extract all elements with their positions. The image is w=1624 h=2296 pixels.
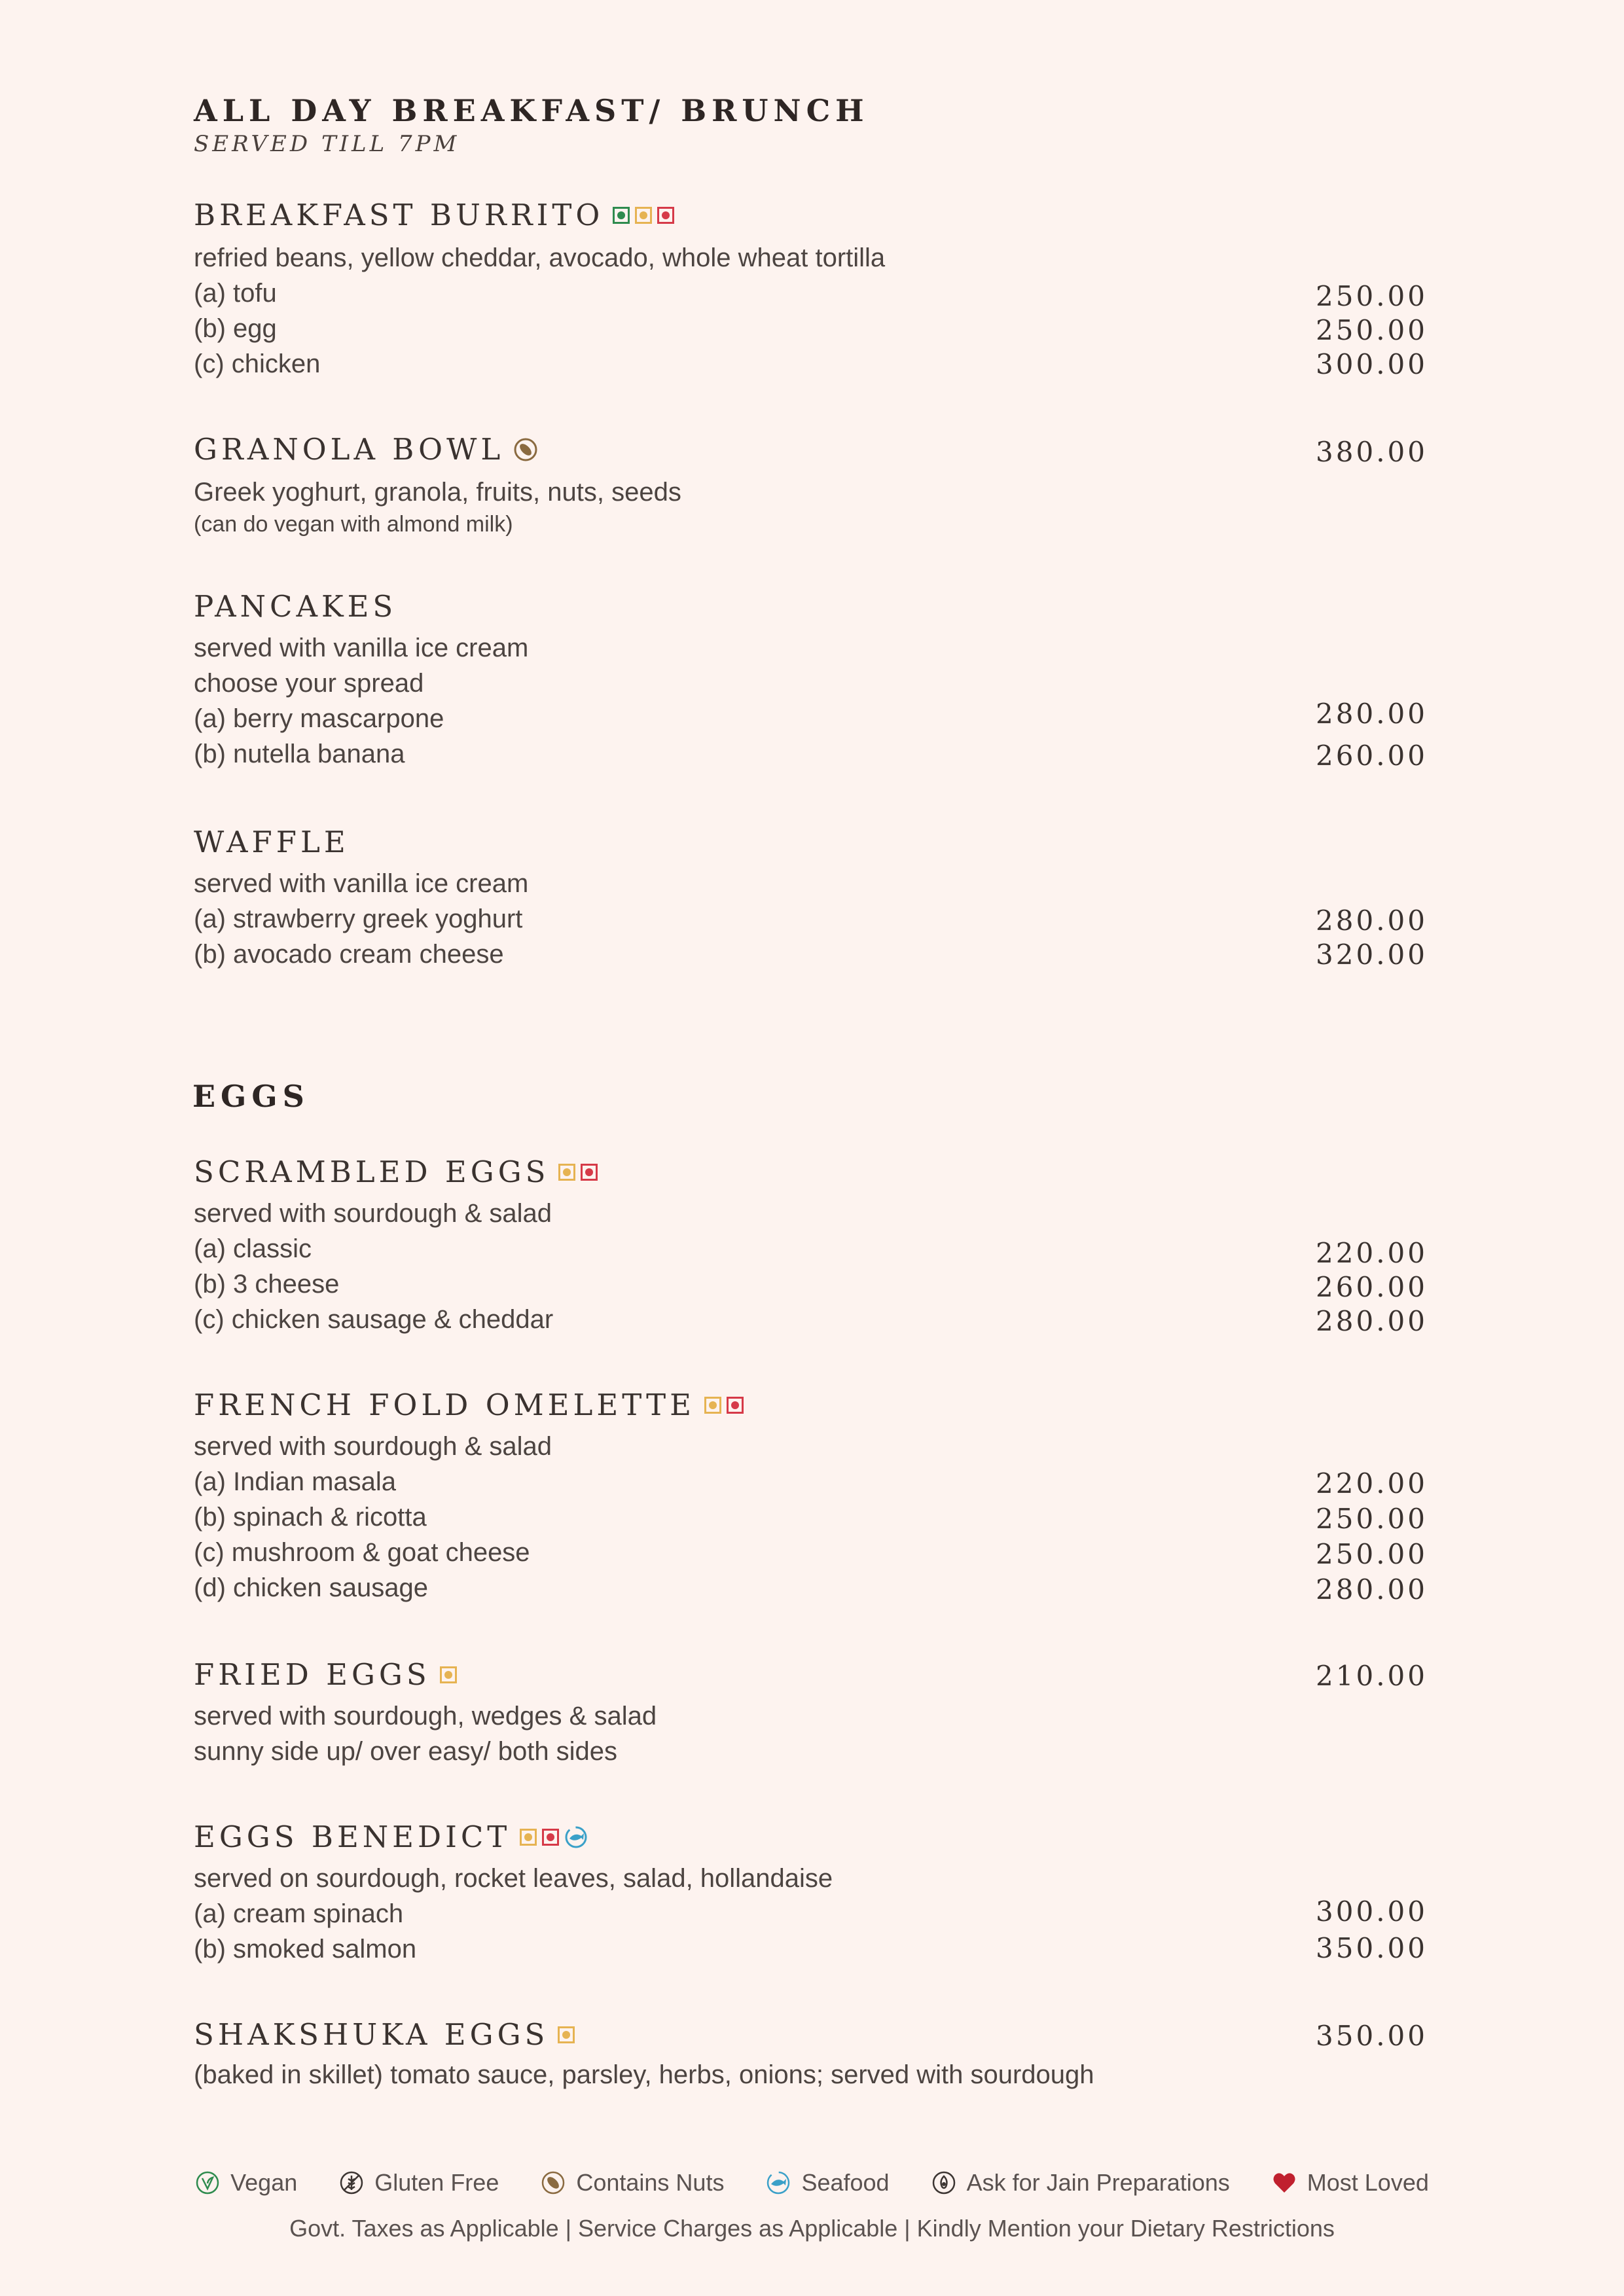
item-title-waffle — [194, 825, 350, 859]
item-name: WAFFLE — [194, 825, 350, 859]
item-option: (c) mushroom & goat cheese — [194, 1538, 530, 1567]
price: 280.00 — [1316, 905, 1428, 937]
price: 250.00 — [1316, 1538, 1428, 1570]
price: 210.00 — [1316, 1660, 1428, 1692]
item-option: (a) strawberry greek yoghurt — [194, 905, 523, 933]
egg-icon — [440, 1666, 457, 1683]
price: 250.00 — [1316, 314, 1428, 346]
price: 250.00 — [1316, 1503, 1428, 1535]
legend-label: Gluten Free — [374, 2169, 499, 2196]
price: 280.00 — [1316, 698, 1428, 730]
price: 220.00 — [1316, 1237, 1428, 1269]
item-name: EGGS BENEDICT — [194, 1820, 511, 1854]
gluten-free-icon — [339, 2170, 364, 2195]
legend-jain — [931, 2169, 1230, 2197]
price: 350.00 — [1316, 2020, 1428, 2052]
item-description: sunny side up/ over easy/ both sides — [194, 1737, 618, 1766]
item-name: BREAKFAST BURRITO — [194, 198, 604, 232]
item-option: (b) egg — [194, 314, 277, 343]
jain-icon — [931, 2170, 956, 2195]
item-title-scrambled-eggs — [194, 1155, 598, 1189]
item-name: FRENCH FOLD OMELETTE — [194, 1388, 695, 1422]
item-description: served with sourdough & salad — [194, 1199, 552, 1228]
item-title-french-fold-omelette — [194, 1388, 744, 1422]
item-title-fried-eggs — [194, 1657, 457, 1692]
price: 380.00 — [1316, 436, 1428, 468]
item-description: (baked in skillet) tomato sauce, parsley, herbs, onions; served with sourdough — [194, 2060, 1094, 2089]
legend-label: Vegan — [230, 2169, 298, 2196]
section-title-breakfast: ALL DAY BREAKFAST/ BRUNCH — [194, 93, 869, 128]
section-subtitle-breakfast: SERVED TILL 7PM — [194, 131, 460, 157]
dietary-legend — [0, 2169, 1624, 2197]
item-title-shakshuka-eggs — [194, 2017, 575, 2052]
price: 220.00 — [1316, 1467, 1428, 1499]
item-name: SCRAMBLED EGGS — [194, 1155, 550, 1189]
legend-most-loved — [1272, 2169, 1429, 2197]
veg-icon — [613, 207, 630, 224]
footer-note: Govt. Taxes as Applicable | Service Charges as Applicable | Kindly Mention your Dietary Restrictions — [289, 2215, 1335, 2242]
egg-icon — [558, 1164, 575, 1181]
price: 350.00 — [1316, 1932, 1428, 1964]
legend-contains-nuts — [541, 2169, 724, 2197]
egg-icon — [520, 1829, 537, 1846]
item-option: (c) chicken sausage & cheddar — [194, 1305, 554, 1334]
item-description: served with sourdough & salad — [194, 1432, 552, 1461]
item-name: FRIED EGGS — [194, 1657, 431, 1692]
item-option: (a) berry mascarpone — [194, 704, 444, 733]
legend-gluten-free — [339, 2169, 499, 2197]
item-description: served with vanilla ice cream — [194, 634, 529, 662]
legend-label: Seafood — [801, 2169, 890, 2196]
non-veg-icon — [542, 1829, 559, 1846]
seafood-icon — [766, 2170, 791, 2195]
egg-icon — [558, 2026, 575, 2043]
contains-nuts-icon — [541, 2170, 566, 2195]
item-option: (b) smoked salmon — [194, 1935, 417, 1964]
section-title-eggs: EGGS — [192, 1079, 310, 1114]
heart-icon — [1272, 2171, 1297, 2195]
item-name: PANCAKES — [194, 589, 397, 624]
non-veg-icon — [657, 207, 674, 224]
egg-icon — [704, 1397, 721, 1414]
item-name: GRANOLA BOWL — [194, 432, 505, 467]
price: 260.00 — [1316, 740, 1428, 772]
non-veg-icon — [581, 1164, 598, 1181]
item-title-granola-bowl — [194, 432, 538, 467]
item-option: (d) chicken sausage — [194, 1573, 428, 1602]
item-name: SHAKSHUKA EGGS — [194, 2017, 549, 2052]
item-description: served with sourdough, wedges & salad — [194, 1702, 657, 1731]
item-option: (a) cream spinach — [194, 1899, 404, 1928]
legend-label: Most Loved — [1307, 2169, 1429, 2196]
item-description: choose your spread — [194, 669, 424, 698]
legend-label: Ask for Jain Preparations — [966, 2169, 1230, 2196]
item-description: refried beans, yellow cheddar, avocado, whole wheat tortilla — [194, 243, 886, 272]
price: 280.00 — [1316, 1305, 1428, 1337]
item-title-pancakes — [194, 589, 397, 624]
item-description: Greek yoghurt, granola, fruits, nuts, seeds — [194, 478, 681, 507]
price: 300.00 — [1316, 348, 1428, 380]
item-description: served with vanilla ice cream — [194, 869, 529, 898]
item-option: (b) spinach & ricotta — [194, 1503, 427, 1532]
item-option: (a) classic — [194, 1234, 312, 1263]
item-option: (b) nutella banana — [194, 740, 405, 768]
item-option: (a) Indian masala — [194, 1467, 397, 1496]
item-option: (c) chicken — [194, 350, 321, 378]
contains-nuts-icon — [513, 437, 538, 462]
item-title-eggs-benedict — [194, 1820, 588, 1854]
item-note: (can do vegan with almond milk) — [194, 512, 513, 537]
legend-vegan — [195, 2169, 297, 2197]
legend-label: Contains Nuts — [576, 2169, 725, 2196]
price: 320.00 — [1316, 939, 1428, 971]
price: 300.00 — [1316, 1895, 1428, 1928]
vegan-icon — [195, 2170, 220, 2195]
price: 250.00 — [1316, 280, 1428, 312]
legend-seafood — [766, 2169, 889, 2197]
price: 260.00 — [1316, 1271, 1428, 1303]
item-option: (b) avocado cream cheese — [194, 940, 504, 969]
seafood-icon — [564, 1825, 588, 1849]
item-description: served on sourdough, rocket leaves, salad, hollandaise — [194, 1864, 833, 1893]
item-title-breakfast-burrito — [194, 198, 674, 232]
egg-icon — [635, 207, 652, 224]
item-option: (a) tofu — [194, 279, 277, 308]
item-option: (b) 3 cheese — [194, 1270, 340, 1299]
non-veg-icon — [727, 1397, 744, 1414]
price: 280.00 — [1316, 1573, 1428, 1605]
